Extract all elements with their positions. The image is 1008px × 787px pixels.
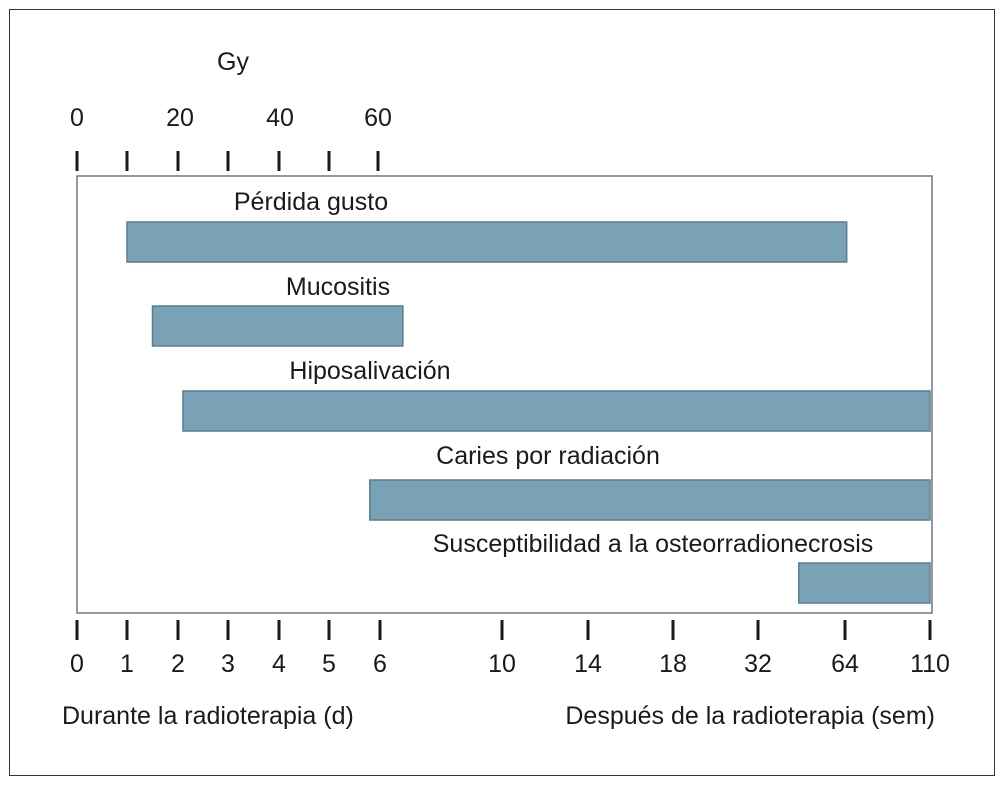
bar-5 [799, 563, 930, 603]
bottom-tick-label: 2 [171, 650, 185, 678]
during-radiotherapy-label: Durante la radioterapia (d) [62, 702, 354, 730]
bottom-tick-label: 0 [70, 650, 84, 678]
top-tick-label: 40 [266, 104, 294, 132]
bottom-tick-label: 18 [659, 650, 687, 678]
after-radiotherapy-label: Después de la radioterapia (sem) [565, 702, 935, 730]
bottom-tick-label: 5 [322, 650, 336, 678]
bottom-tick-label: 6 [373, 650, 387, 678]
bar-2 [153, 306, 403, 346]
bar-label: Mucositis [285, 273, 391, 301]
bar-label: Caries por radiación [436, 442, 660, 470]
top-tick-label: 60 [364, 104, 392, 132]
bottom-tick-label: 64 [831, 650, 859, 678]
top-tick-label: 20 [166, 104, 194, 132]
bar-label: Susceptibilidad a la osteorradionecrosis [432, 530, 874, 558]
bars-group [127, 188, 930, 603]
bottom-axis-ticks [77, 620, 930, 640]
bottom-tick-label: 10 [488, 650, 516, 678]
bottom-tick-label: 32 [744, 650, 772, 678]
bottom-tick-label: 14 [574, 650, 602, 678]
bottom-tick-label: 1 [120, 650, 134, 678]
top-tick-label: 0 [70, 104, 84, 132]
top-axis-ticks [77, 151, 378, 171]
bar-label: Pérdida gusto [233, 188, 389, 216]
bar-1 [127, 222, 847, 262]
bottom-tick-label: 3 [221, 650, 235, 678]
bar-3 [183, 391, 930, 431]
bar-label: Hiposalivación [289, 357, 451, 385]
top-axis-title: Gy [217, 48, 249, 76]
bottom-tick-label: 110 [910, 650, 950, 678]
bottom-tick-label: 4 [272, 650, 286, 678]
bar-4 [370, 480, 930, 520]
